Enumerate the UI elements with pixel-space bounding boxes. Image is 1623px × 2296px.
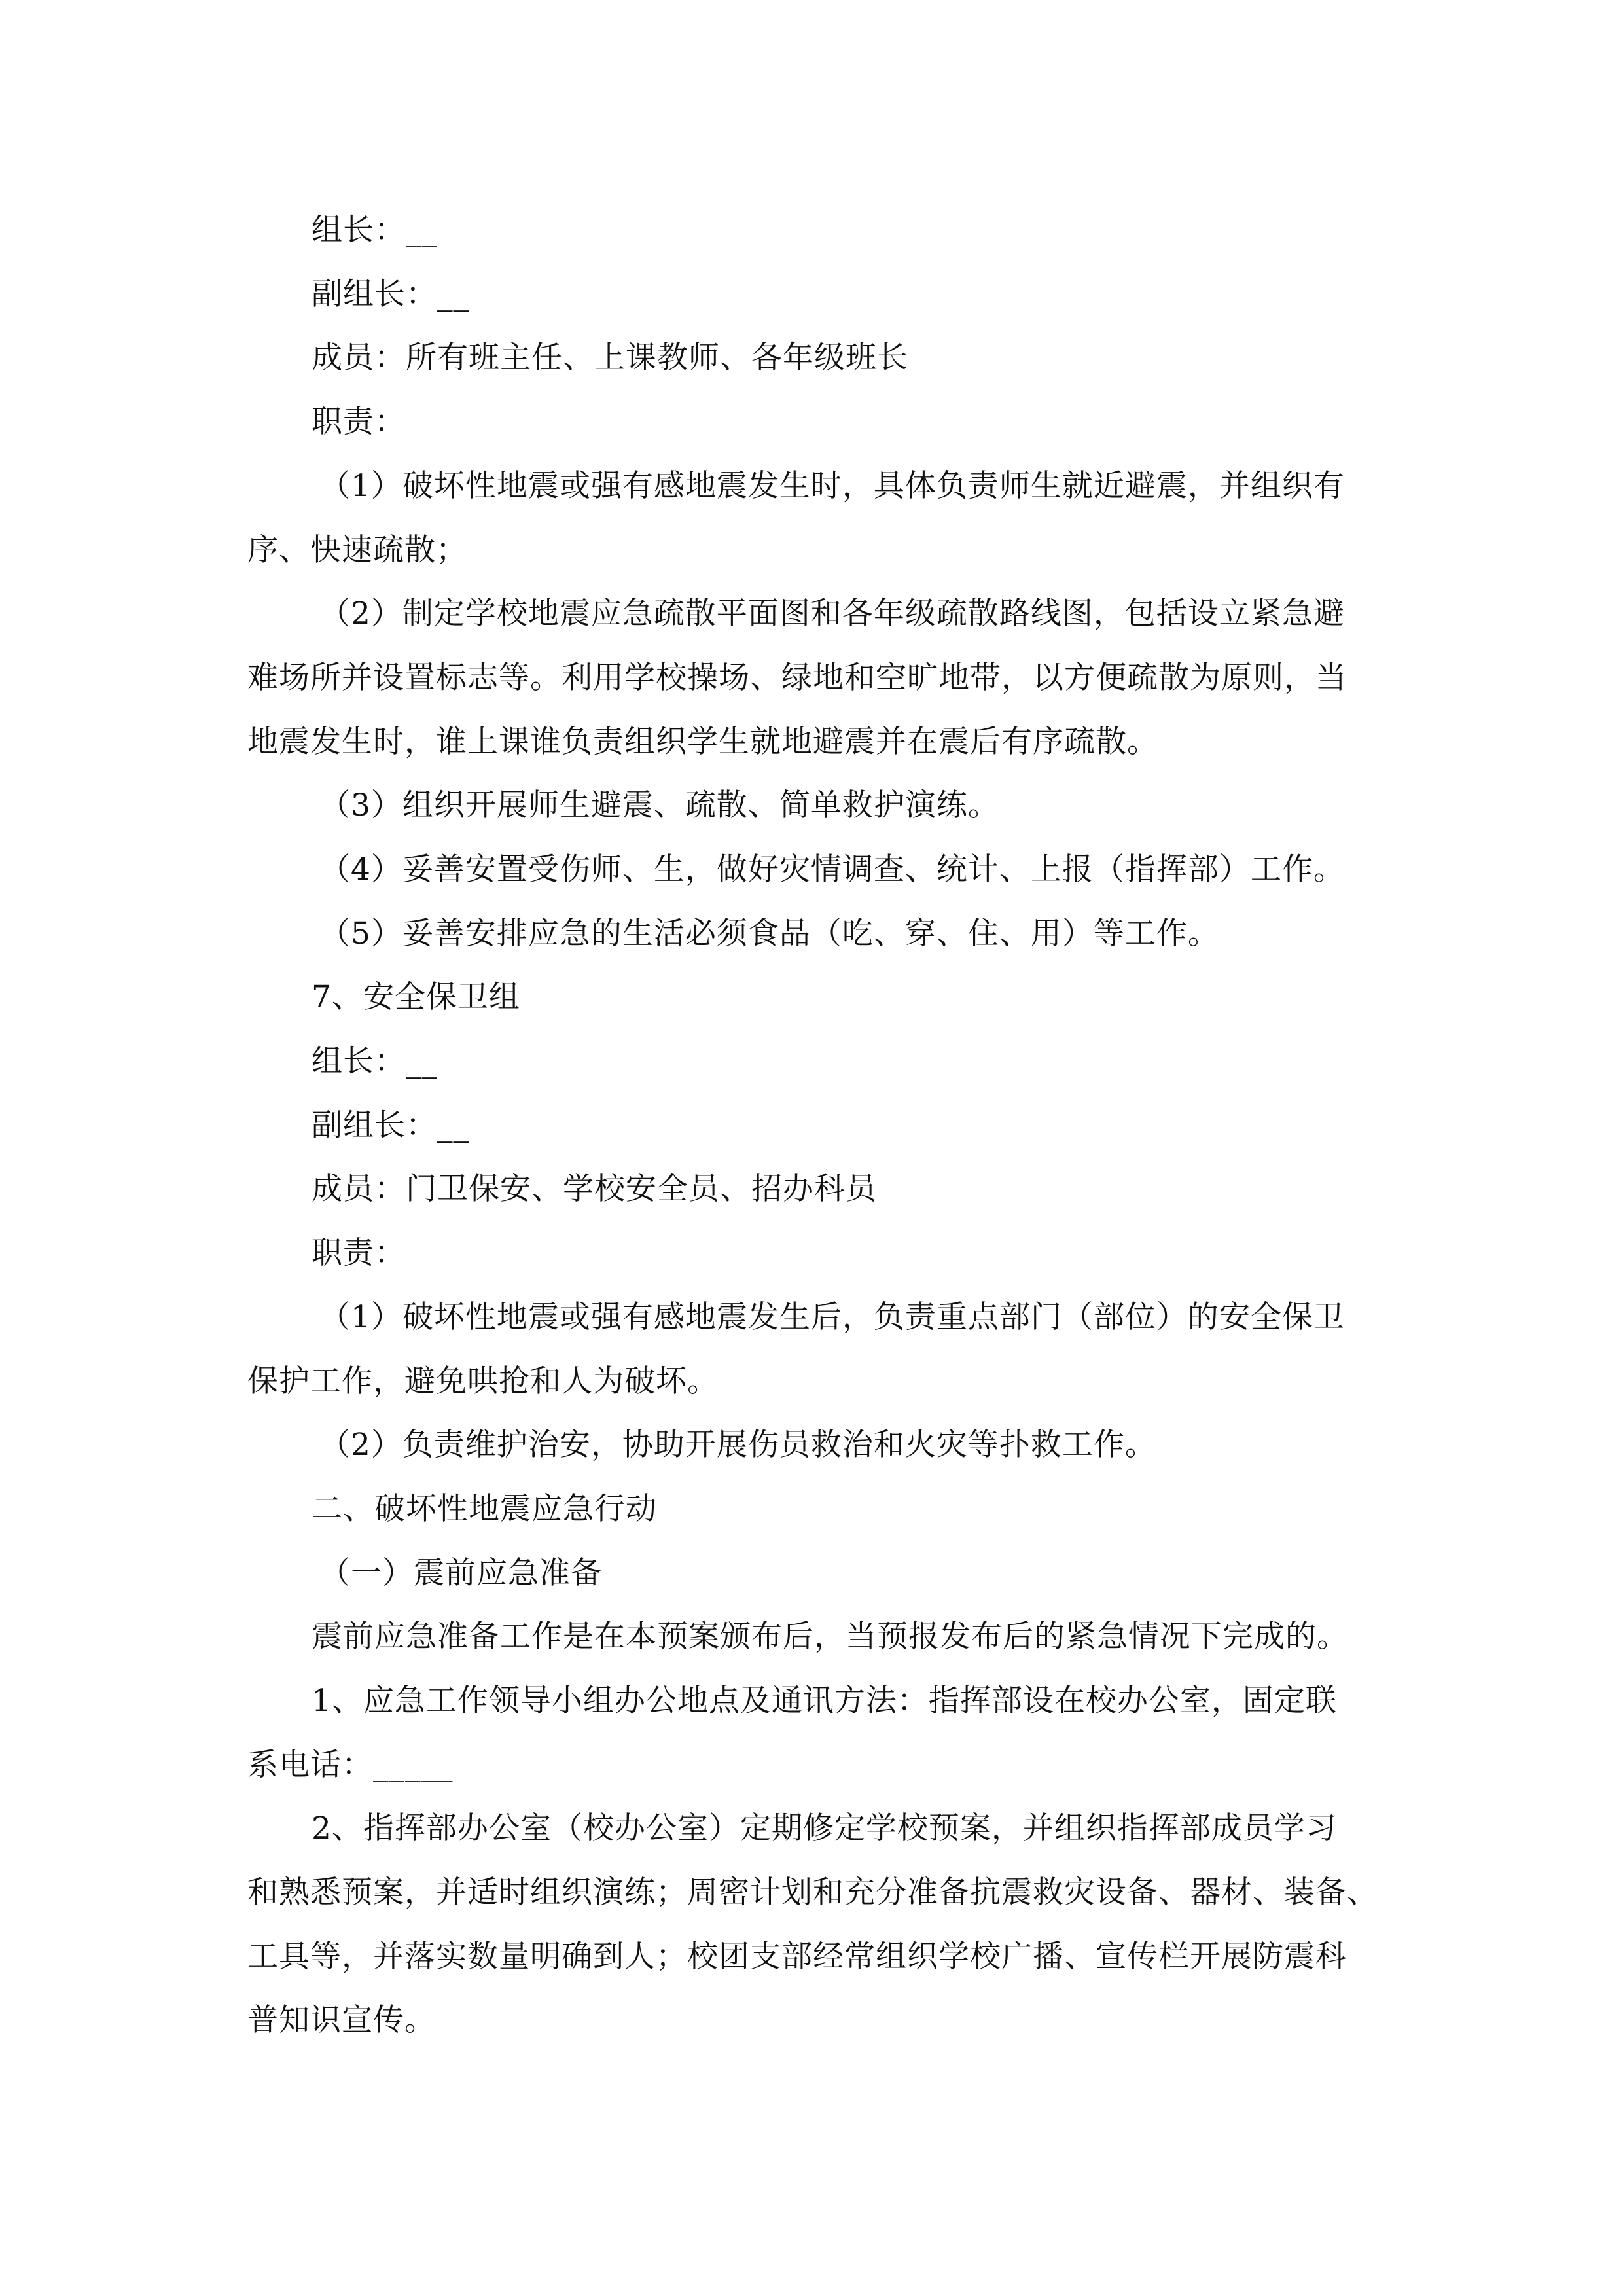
duty-5-line: （5）妥善安排应急的生活必须食品（吃、穿、住、用）等工作。 <box>319 916 1219 952</box>
members-line-2: 成员：门卫保安、学校安全员、招办科员 <box>312 1171 877 1207</box>
item-2-line-4: 普知识宣传。 <box>247 2002 436 2038</box>
item-2-line-1: 2、指挥部办公室（校办公室）定期修定学校预案，并组织指挥部成员学习 <box>312 1810 1337 1846</box>
duty-2-line-2: 难场所并设置标志等。利用学校操场、绿地和空旷地带，以方便疏散为原则，当 <box>247 660 1347 696</box>
security-duty-1-line-2: 保护工作，避免哄抢和人为破坏。 <box>247 1363 719 1399</box>
group-leader-line-1: 组长：__ <box>312 212 438 248</box>
security-duty-1-line-1: （1）破坏性地震或强有感地震发生后，负责重点部门（部位）的安全保卫 <box>319 1299 1345 1335</box>
duty-1-line-2: 序、快速疏散； <box>247 532 467 568</box>
paragraph-intro-line: 震前应急准备工作是在本预案颁布后，当预报发布后的紧急情况下完成的。 <box>312 1619 1348 1655</box>
duties-heading-1: 职责： <box>312 404 406 440</box>
duty-2-line-3: 地震发生时，谁上课谁负责组织学生就地避震并在震后有序疏散。 <box>247 724 1158 760</box>
duty-3-line: （3）组织开展师生避震、疏散、简单救护演练。 <box>319 787 999 823</box>
duties-heading-2: 职责： <box>312 1235 406 1271</box>
duty-4-line: （4）妥善安置受伤师、生，做好灾情调查、统计、上报（指挥部）工作。 <box>319 852 1345 888</box>
duty-2-line-1: （2）制定学校地震应急疏散平面图和各年级疏散路线图，包括设立紧急避 <box>319 596 1345 632</box>
deputy-leader-line-1: 副组长：__ <box>312 276 469 312</box>
duty-1-line-1: （1）破坏性地震或强有感地震发生时，具体负责师生就近避震，并组织有 <box>319 468 1345 504</box>
item-1-line-2: 系电话：_____ <box>247 1747 454 1783</box>
group-leader-line-2: 组长：__ <box>312 1043 438 1079</box>
item-2-line-2: 和熟悉预案，并适时组织演练；周密计划和充分准备抗震救灾设备、器材、装备、 <box>247 1874 1378 1910</box>
item-2-line-3: 工具等，并落实数量明确到人；校团支部经常组织学校广播、宣传栏开展防震科 <box>247 1939 1347 1975</box>
subheading-pre-quake-preparation: （一）震前应急准备 <box>319 1555 602 1591</box>
chapter-heading-emergency-action: 二、破坏性地震应急行动 <box>312 1491 657 1527</box>
item-1-line-1: 1、应急工作领导小组办公地点及通讯方法：指挥部设在校办公室，固定联 <box>312 1683 1337 1719</box>
members-line-1: 成员：所有班主任、上课教师、各年级班长 <box>312 340 908 376</box>
deputy-leader-line-2: 副组长：__ <box>312 1107 469 1143</box>
section-heading-security-group: 7、安全保卫组 <box>312 979 520 1015</box>
security-duty-2-line: （2）负责维护治安，协助开展伤员救治和火灾等扑救工作。 <box>319 1427 1156 1463</box>
